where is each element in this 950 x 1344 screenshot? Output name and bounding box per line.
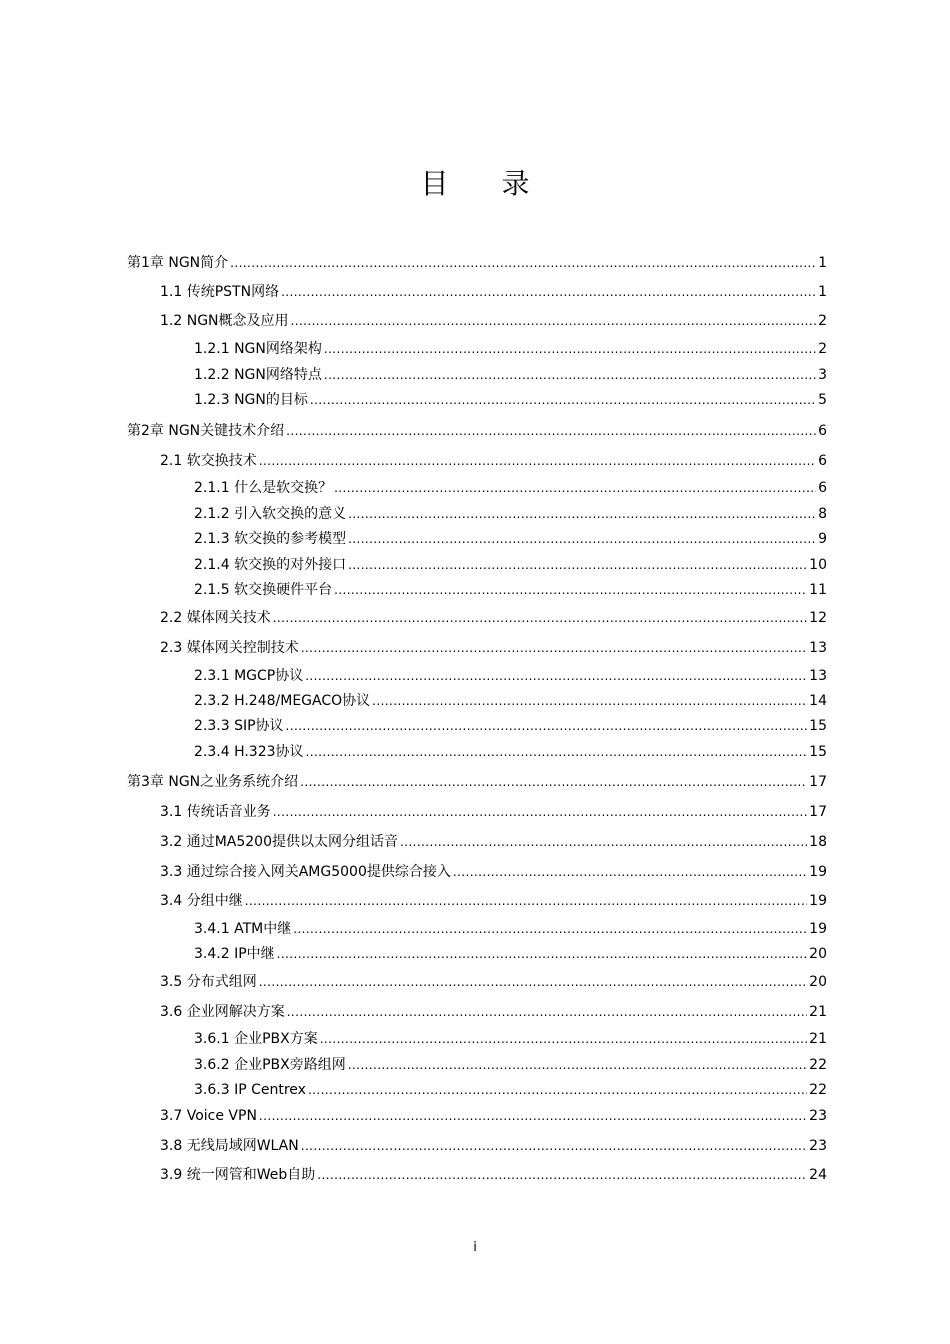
toc-entry[interactable]	[127, 773, 827, 791]
toc-leader-dots	[291, 312, 817, 330]
toc-leader-dots	[259, 973, 807, 991]
toc-entry-title: 2.3.4 H.323协议	[194, 744, 304, 760]
toc-entry-page: 24	[809, 1167, 827, 1183]
toc-entry-title: 2.1.5 软交换硬件平台	[194, 582, 333, 598]
toc-leader-dots	[400, 833, 807, 851]
toc-entry-title: 3.6.1 企业PBX方案	[194, 1031, 318, 1047]
toc-entry[interactable]	[127, 254, 827, 272]
toc-entry[interactable]	[160, 312, 827, 330]
toc-leader-dots	[259, 452, 816, 470]
toc-leader-dots	[245, 892, 807, 910]
toc-entry-page: 14	[809, 693, 827, 709]
toc-leader-dots	[372, 692, 807, 710]
toc-entry-page: 15	[809, 718, 827, 734]
toc-entry-page: 6	[818, 453, 827, 469]
toc-entry[interactable]	[194, 1030, 827, 1048]
toc-leader-dots	[334, 581, 807, 599]
toc-entry-title: 3.3 通过综合接入网关AMG5000提供综合接入	[160, 864, 451, 880]
toc-entry[interactable]	[194, 692, 827, 710]
toc-leader-dots	[286, 717, 808, 735]
toc-entry-page: 20	[809, 946, 827, 962]
toc-leader-dots	[320, 1030, 807, 1048]
toc-entry-page: 19	[809, 864, 827, 880]
toc-leader-dots	[273, 803, 807, 821]
toc-entry-title: 3.7 Voice VPN	[160, 1108, 257, 1124]
toc-entry[interactable]	[194, 530, 827, 548]
toc-entry-title: 3.2 通过MA5200提供以太网分组话音	[160, 834, 398, 850]
toc-leader-dots	[310, 391, 816, 409]
toc-entry[interactable]	[194, 581, 827, 599]
toc-entry-title: 3.1 传统话音业务	[160, 804, 271, 820]
toc-entry[interactable]	[194, 1056, 827, 1074]
toc-entry[interactable]	[194, 340, 827, 358]
toc-entry-page: 23	[809, 1108, 827, 1124]
toc-leader-dots	[300, 773, 807, 791]
toc-entry-title: 2.3.3 SIP协议	[194, 718, 284, 734]
toc-entry-title: 3.5 分布式组网	[160, 974, 257, 990]
toc-entry-title: 2.3 媒体网关控制技术	[160, 640, 299, 656]
toc-leader-dots	[286, 422, 816, 440]
toc-entry-title: 3.6.3 IP Centrex	[194, 1082, 306, 1098]
toc-entry-title: 3.6.2 企业PBX旁路组网	[194, 1057, 346, 1073]
toc-leader-dots	[453, 863, 807, 881]
toc-entry-title: 2.1.1 什么是软交换？	[194, 480, 333, 496]
toc-entry-title: 1.2.3 NGN的目标	[194, 392, 308, 408]
toc-entry[interactable]	[160, 609, 827, 627]
toc-entry-title: 1.2.1 NGN网络架构	[194, 341, 322, 357]
toc-entry-title: 2.1.2 引入软交换的意义	[194, 506, 347, 522]
toc-leader-dots	[334, 479, 816, 497]
toc-entry-page: 18	[809, 834, 827, 850]
toc-entry-page: 21	[809, 1031, 827, 1047]
toc-leader-dots	[293, 920, 807, 938]
toc-entry-page: 10	[809, 557, 827, 573]
toc-entry-page: 11	[809, 582, 827, 598]
toc-entry[interactable]	[194, 920, 827, 938]
toc-entry-title: 第2章 NGN关键技术介绍	[127, 423, 285, 439]
toc-entry-title: 2.1.4 软交换的对外接口	[194, 557, 347, 573]
toc-leader-dots	[259, 1107, 807, 1125]
toc-entry[interactable]	[194, 743, 827, 761]
toc-entry[interactable]	[160, 1137, 827, 1155]
toc-entry-page: 19	[809, 893, 827, 909]
toc-entry[interactable]	[194, 1081, 827, 1099]
toc-leader-dots	[230, 254, 816, 272]
toc-leader-dots	[305, 667, 807, 685]
toc-entry-title: 3.8 无线局域网WLAN	[160, 1138, 299, 1154]
toc-title: 目 录	[420, 167, 552, 200]
toc-entry-title: 第1章 NGN简介	[127, 255, 229, 271]
toc-leader-dots	[301, 639, 807, 657]
toc-entry-page: 17	[809, 804, 827, 820]
toc-entry[interactable]	[194, 479, 827, 497]
toc-entry-page: 1	[818, 284, 827, 300]
toc-entry[interactable]	[194, 945, 827, 963]
toc-entry[interactable]	[160, 452, 827, 470]
toc-leader-dots	[306, 743, 808, 761]
toc-entry[interactable]	[194, 505, 827, 523]
toc-entry[interactable]	[160, 1107, 827, 1125]
toc-entry[interactable]	[194, 717, 827, 735]
toc-entry-page: 2	[818, 341, 827, 357]
toc-entry-title: 第3章 NGN之业务系统介绍	[127, 774, 299, 790]
toc-entry-page: 1	[818, 255, 827, 271]
toc-leader-dots	[348, 505, 816, 523]
toc-entry-page: 13	[809, 640, 827, 656]
toc-leader-dots	[324, 366, 816, 384]
toc-entry-page: 20	[809, 974, 827, 990]
toc-leader-dots	[348, 1056, 807, 1074]
toc-entry-title: 1.2.2 NGN网络特点	[194, 367, 322, 383]
toc-entry[interactable]	[127, 422, 827, 440]
toc-entry-page: 5	[818, 392, 827, 408]
toc-entry-page: 6	[818, 423, 827, 439]
toc-entry[interactable]	[160, 803, 827, 821]
toc-entry-title: 3.4 分组中继	[160, 893, 243, 909]
toc-leader-dots	[317, 1166, 807, 1184]
toc-entry-page: 23	[809, 1138, 827, 1154]
toc-entry-page: 21	[809, 1004, 827, 1020]
toc-entry[interactable]	[194, 366, 827, 384]
toc-entry[interactable]	[194, 556, 827, 574]
toc-entry-title: 1.1 传统PSTN网络	[160, 284, 280, 300]
toc-entry-title: 2.1.3 软交换的参考模型	[194, 531, 347, 547]
toc-leader-dots	[281, 283, 816, 301]
toc-entry-page: 22	[809, 1082, 827, 1098]
toc-entry-page: 8	[818, 506, 827, 522]
toc-entry-title: 3.9 统一网管和Web自助	[160, 1167, 316, 1183]
toc-entry[interactable]	[194, 667, 827, 685]
toc-entry-page: 6	[818, 480, 827, 496]
toc-leader-dots	[308, 1081, 807, 1099]
toc-entry[interactable]	[160, 639, 827, 657]
toc-leader-dots	[301, 1137, 807, 1155]
toc-leader-dots	[277, 945, 808, 963]
toc-entry-title: 3.4.2 IP中继	[194, 946, 275, 962]
toc-entry[interactable]	[160, 973, 827, 991]
toc-entry-page: 9	[818, 531, 827, 547]
toc-entry[interactable]	[160, 1003, 827, 1021]
toc-leader-dots	[324, 340, 816, 358]
toc-entry[interactable]	[160, 863, 827, 881]
toc-entry-page: 15	[809, 744, 827, 760]
toc-entry-title: 2.3.1 MGCP协议	[194, 668, 304, 684]
toc-entry-page: 17	[809, 774, 827, 790]
toc-entry-page: 22	[809, 1057, 827, 1073]
toc-leader-dots	[348, 556, 807, 574]
toc-entry-title: 2.2 媒体网关技术	[160, 610, 271, 626]
toc-entry-page: 19	[809, 921, 827, 937]
toc-entry-title: 2.3.2 H.248/MEGACO协议	[194, 693, 371, 709]
toc-leader-dots	[287, 1003, 807, 1021]
toc-entry[interactable]	[160, 1166, 827, 1184]
toc-entry[interactable]	[160, 833, 827, 851]
toc-entry-page: 13	[809, 668, 827, 684]
toc-entry[interactable]	[160, 283, 827, 301]
toc-entry-page: 2	[818, 313, 827, 329]
toc-entry-title: 3.4.1 ATM中继	[194, 921, 292, 937]
toc-entry-title: 2.1 软交换技术	[160, 453, 257, 469]
page-number: i	[473, 1240, 477, 1255]
toc-entry-title: 3.6 企业网解决方案	[160, 1004, 285, 1020]
toc-entry-page: 12	[809, 610, 827, 626]
toc-entry[interactable]	[194, 391, 827, 409]
toc-entry-page: 3	[818, 367, 827, 383]
toc-entry[interactable]	[160, 892, 827, 910]
toc-leader-dots	[273, 609, 807, 627]
toc-entry-title: 1.2 NGN概念及应用	[160, 313, 289, 329]
toc-leader-dots	[348, 530, 816, 548]
